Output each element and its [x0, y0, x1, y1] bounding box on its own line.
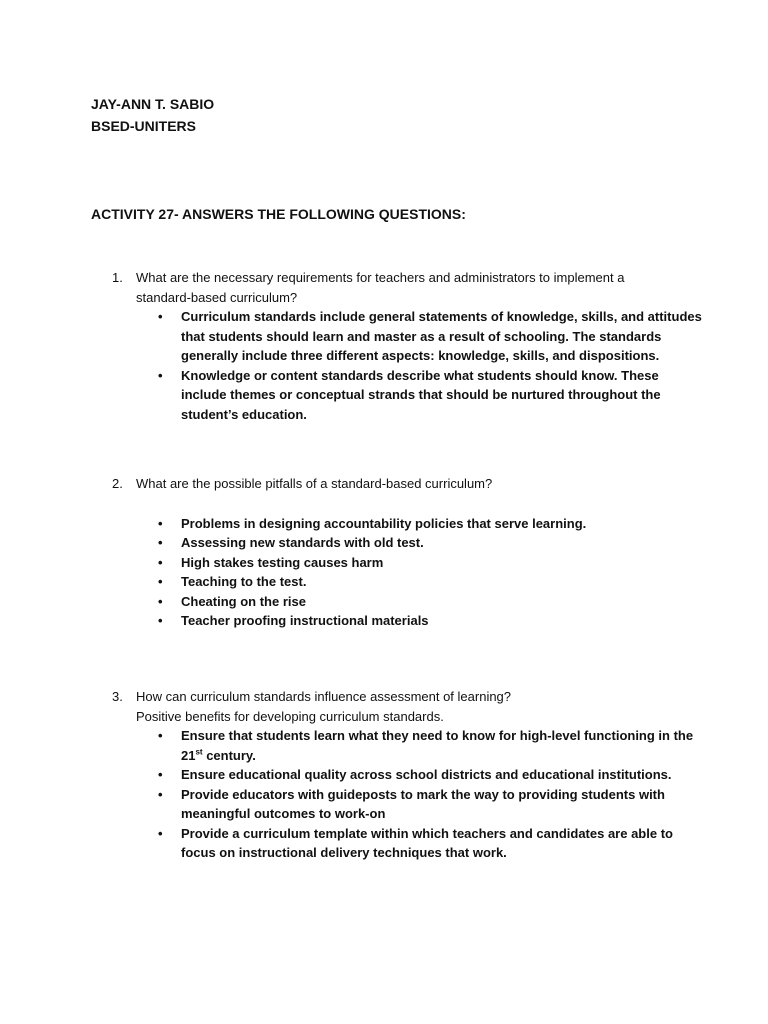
- answer-text: Provide a curriculum template within which teachers and candidates are able to focus on instructional delivery techniques that work.: [181, 825, 673, 860]
- answer-text: Problems in designing accountability policies that serve learning.: [181, 515, 587, 531]
- answer-item: [158, 553, 702, 573]
- question-text-line: What are the necessary requirements for teachers and administrators to implement a: [136, 270, 625, 285]
- answer-item: [158, 572, 702, 592]
- answer-text-part: Ensure that students learn what they need to know for high-level functioning in the 21: [181, 728, 694, 763]
- answer-list: [112, 726, 702, 863]
- author-name: JAY-ANN T. SABIO: [91, 96, 215, 112]
- answer-item: [158, 785, 702, 824]
- bullet-icon: •: [158, 554, 163, 570]
- answer-text: Assessing new standards with old test.: [181, 535, 424, 550]
- answer-item: [158, 611, 702, 631]
- question-number: 3.: [112, 689, 123, 704]
- answer-item: [158, 592, 702, 612]
- question-3: [112, 687, 702, 863]
- bullet-icon: •: [158, 574, 163, 589]
- answer-text: Knowledge or content standards describe what students should know. These include themes or conceptual strands that should be nurtured throughout the student’s education.: [181, 367, 661, 422]
- question-text: What are the possible pitfalls of a standard-based curriculum?: [136, 476, 493, 491]
- bullet-icon: •: [158, 367, 163, 383]
- question-subheading: Positive benefits for developing curriculum standards.: [136, 708, 444, 724]
- answer-text: [181, 728, 693, 763]
- question-text-line: standard-based curriculum?: [136, 289, 298, 305]
- question-2: [112, 474, 702, 631]
- question-1: [112, 268, 702, 424]
- bullet-icon: •: [158, 613, 163, 628]
- bullet-icon: •: [158, 786, 163, 802]
- bullet-icon: •: [158, 593, 163, 609]
- answer-item: [158, 533, 702, 553]
- question-number: 2.: [112, 476, 123, 491]
- question-text: How can curriculum standards influence assessment of learning?: [136, 689, 512, 704]
- question-text: [136, 268, 702, 307]
- answer-text: High stakes testing causes harm: [181, 554, 384, 570]
- answer-text: Ensure educational quality across school districts and educational institutions.: [181, 767, 672, 782]
- activity-title: ACTIVITY 27- ANSWERS THE FOLLOWING QUESTIONS:: [91, 206, 466, 222]
- author-section: BSED-UNITERS: [91, 118, 197, 134]
- answer-text: Teacher proofing instructional materials: [181, 613, 429, 628]
- bullet-icon: •: [158, 515, 163, 531]
- ordinal-suffix: st: [195, 747, 203, 757]
- bullet-icon: •: [158, 309, 163, 324]
- answer-text: Curriculum standards include general statements of knowledge, skills, and attitudes that students should learn and master as a result of schooling. The standards generally include three different aspects: knowledge, skills, and dispositions.: [181, 309, 702, 363]
- bullet-icon: •: [158, 825, 163, 841]
- answer-item: [158, 366, 702, 425]
- bullet-icon: •: [158, 767, 163, 782]
- answer-text: Teaching to the test.: [181, 574, 307, 589]
- answer-list: [112, 307, 702, 424]
- answer-item: [158, 765, 702, 785]
- answer-list: [112, 514, 702, 631]
- answer-text: Provide educators with guideposts to mark the way to providing students with meaningful outcomes to work-on: [181, 786, 665, 821]
- answer-item: [158, 824, 702, 863]
- answer-item: [158, 307, 702, 366]
- bullet-icon: •: [158, 535, 163, 550]
- answer-item: [158, 726, 702, 765]
- answer-text-part: century.: [202, 747, 256, 763]
- bullet-icon: •: [158, 728, 163, 743]
- answer-item: [158, 514, 702, 534]
- question-number: 1.: [112, 270, 123, 285]
- answer-text: Cheating on the rise: [181, 593, 306, 609]
